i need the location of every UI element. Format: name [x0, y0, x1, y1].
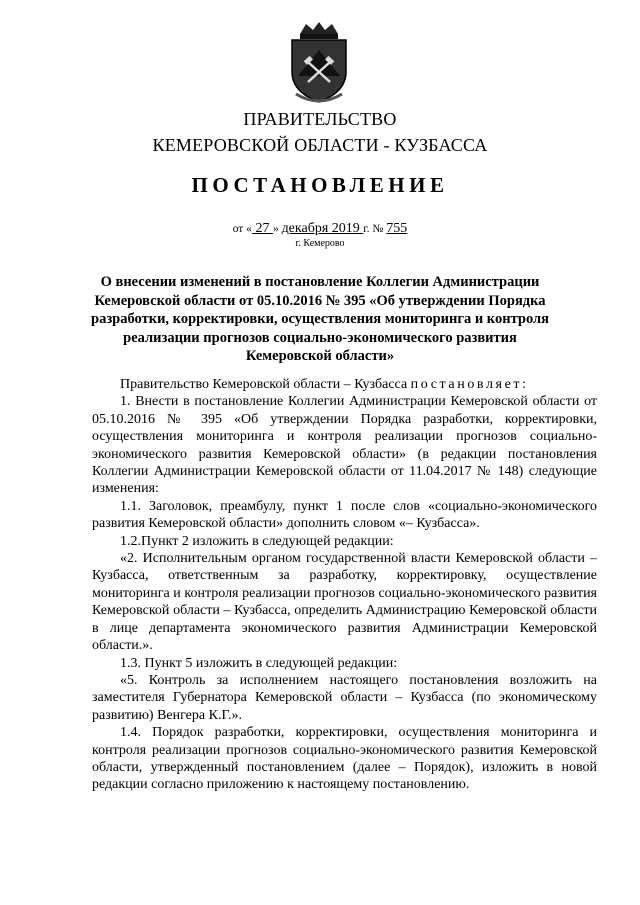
government-name-line1: ПРАВИТЕЛЬСТВО — [243, 109, 397, 129]
intro-text: Правительство Кемеровской области – Кузбасса — [120, 377, 411, 392]
document-body — [92, 376, 597, 794]
date-number-line — [0, 221, 640, 237]
document-type-heading: ПОСТАНОВЛЕНИЕ — [191, 173, 449, 197]
document-title: О внесении изменений в постановление Коллегии Администрации Кемеровской области от 05.10.2016 № 395 «Об утверждении Порядка разработки, корректировки, осуществления мониторинга и контроля реализации прогнозов социально-экономического развития Кемеровской области» — [91, 274, 549, 365]
date-month-year: декабря 2019 — [281, 221, 364, 236]
government-name-line2: КЕМЕРОВСКОЙ ОБЛАСТИ - КУЗБАССА — [152, 135, 488, 155]
date-mid: » — [272, 223, 282, 235]
intro-resolves: постановляет: — [410, 377, 529, 392]
intro-paragraph — [92, 376, 597, 393]
paragraph-1-4: 1.4. Порядок разработки, корректировки, осуществления мониторинга и контроля реализации прогнозов социально-экономического развития Кемеровской области, утвержденный постановлением (далее – Порядок), изложить в новой редакции согласно приложению к настоящему постановлению. — [92, 725, 597, 793]
date-day: 27 — [251, 221, 273, 236]
date-suffix: г. № — [363, 223, 387, 235]
date-prefix: от « — [232, 223, 252, 235]
paragraph-1-3: 1.3. Пункт 5 изложить в следующей редакции: — [120, 655, 398, 671]
paragraph-1-3-text: «5. Контроль за исполнением настоящего постановления возложить на заместителя Губернатора Кемеровской области – Кузбасса (по экономическому развитию) Венгера К.Г.». — [92, 672, 597, 723]
paragraph-1-2: 1.2.Пункт 2 изложить в следующей редакции: — [120, 533, 394, 549]
paragraph-1: 1. Внести в постановление Коллегии Администрации Кемеровской области от 05.10.2016 № 395 «Об утверждении Порядка разработки, корректировки, осуществления мониторинга и контроля реализации прогнозов социально-экономического развития Кемеровской области» (в редакции постановления Коллегии Администрации Кемеровской области от 11.04.2017 № 148) следующие изменения: — [92, 394, 597, 497]
document-number: 755 — [386, 221, 408, 236]
city-name: г. Кемерово — [295, 238, 345, 249]
coat-of-arms-emblem — [286, 20, 352, 106]
paragraph-1-2-text: «2. Исполнительным органом государственной власти Кемеровской области – Кузбасса, ответственным за разработку, корректировку, осуществление мониторинга и контроля реализации прогнозов социально-экономического развития Кемеровской области – Кузбасса, определить Администрацию Кемеровской области в лице департамента экономического развития Администрации Кемеровской области.». — [92, 551, 597, 654]
paragraph-1-1: 1.1. Заголовок, преамбулу, пункт 1 после слов «социально-экономического развития Кемеровской области» дополнить словом «– Кузбасса». — [92, 498, 597, 532]
